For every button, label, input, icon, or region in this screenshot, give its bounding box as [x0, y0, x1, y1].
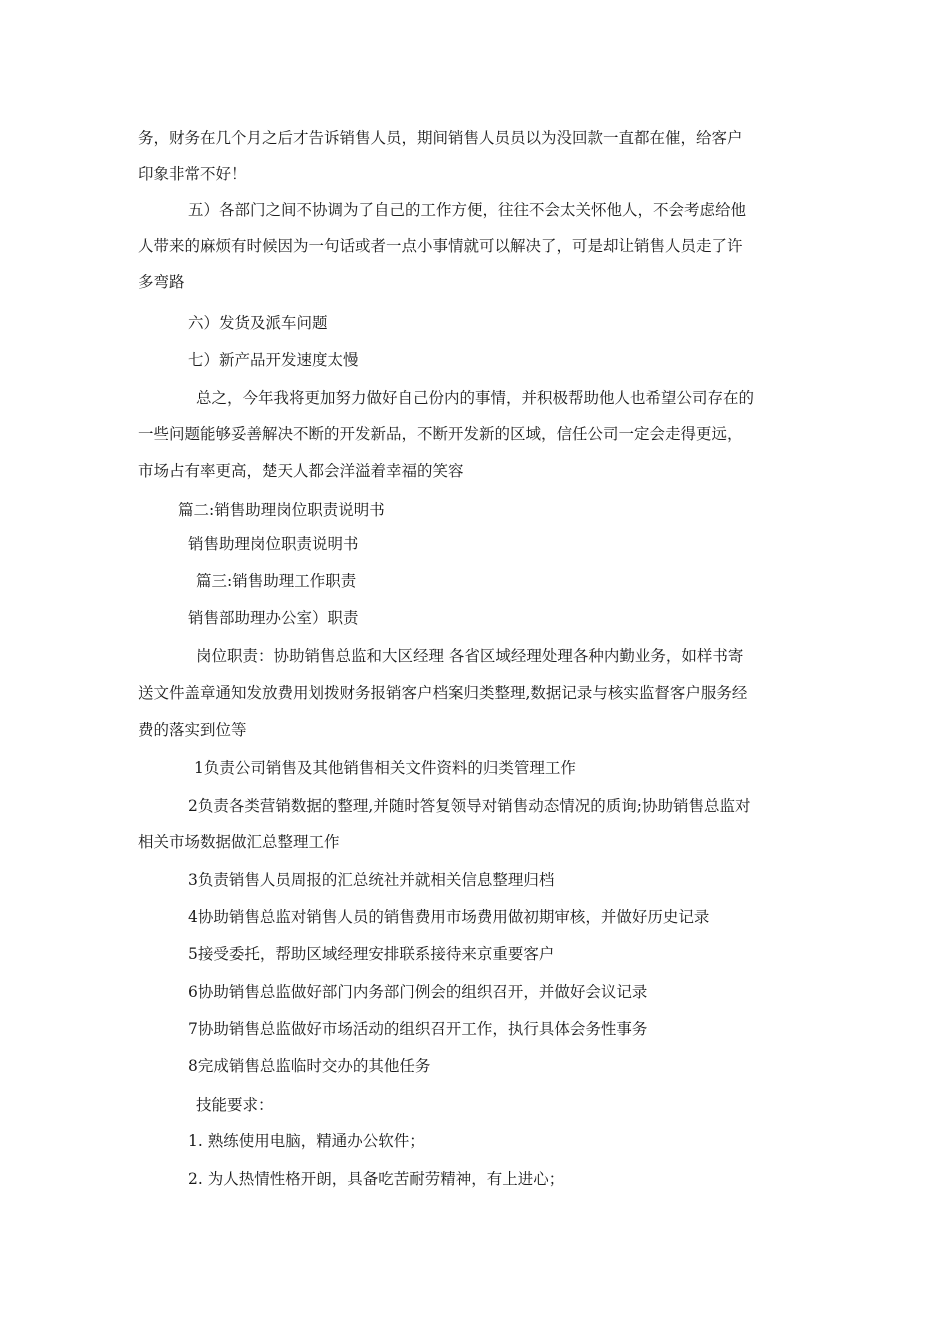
text-line: 总之，今年我将更加努力做好自己份内的事情，并积极帮助他人也希望公司存在的: [196, 389, 755, 407]
text-line: 一些问题能够妥善解决不断的开发新品，不断开发新的区域，信任公司一定会走得更远，: [138, 425, 743, 443]
skills-heading: 技能要求：: [196, 1096, 274, 1114]
text-line: 人带来的麻烦有时候因为一句话或者一点小事情就可以解决了，可是却让销售人员走了许: [138, 237, 743, 255]
paragraph-item-seven: 七）新产品开发速度太慢: [188, 351, 359, 369]
text-line: 五）各部门之间不协调为了自己的工作方便，往往不会太关怀他人，不会考虑给他: [188, 201, 747, 219]
section-heading-part-three: 篇三:销售助理工作职责: [196, 572, 357, 590]
text-line: 费的落实到位等: [138, 721, 247, 739]
text-line: 多弯路: [138, 273, 185, 291]
list-item: 2. 为人热情性格开朗，具备吃苦耐劳精神，有上进心；: [188, 1170, 565, 1188]
list-item: 3负责销售人员周报的汇总统社并就相关信息整理归档: [188, 871, 555, 889]
section-subtitle: 销售部助理办公室）职责: [188, 609, 359, 627]
list-item: 8完成销售总监临时交办的其他任务: [188, 1057, 431, 1075]
text-line: 相关市场数据做汇总整理工作: [138, 833, 340, 851]
text-line: 2负责各类营销数据的整理,并随时答复领导对销售动态情况的质询;协助销售总监对: [188, 797, 751, 815]
list-item: 1. 熟练使用电脑，精通办公软件；: [188, 1132, 425, 1150]
section-title: 销售助理岗位职责说明书: [188, 535, 359, 553]
text-line: 务，财务在几个月之后才告诉销售人员，期间销售人员员以为没回款一直都在催，给客户: [138, 129, 743, 147]
list-item: 4协助销售总监对销售人员的销售费用市场费用做初期审核，并做好历史记录: [188, 908, 710, 926]
section-heading-part-two: 篇二:销售助理岗位职责说明书: [178, 501, 385, 519]
text-line: 岗位职责：协助销售总监和大区经理 各省区域经理处理各种内勤业务，如样书寄: [196, 647, 744, 665]
text-line: 市场占有率更高，楚天人都会洋溢着幸福的笑容: [138, 462, 464, 480]
text-line: 印象非常不好！: [138, 165, 247, 183]
list-item: 5接受委托，帮助区域经理安排联系接待来京重要客户: [188, 945, 555, 963]
list-item: 7协助销售总监做好市场活动的组织召开工作，执行具体会务性事务: [188, 1020, 648, 1038]
list-item: 6协助销售总监做好部门内务部门例会的组织召开，并做好会议记录: [188, 983, 648, 1001]
list-item: 1负责公司销售及其他销售相关文件资料的归类管理工作: [194, 759, 576, 777]
text-line: 送文件盖章通知发放费用划拨财务报销客户档案归类整理,数据记录与核实监督客户服务经: [138, 684, 748, 702]
paragraph-item-six: 六）发货及派车问题: [188, 314, 328, 332]
